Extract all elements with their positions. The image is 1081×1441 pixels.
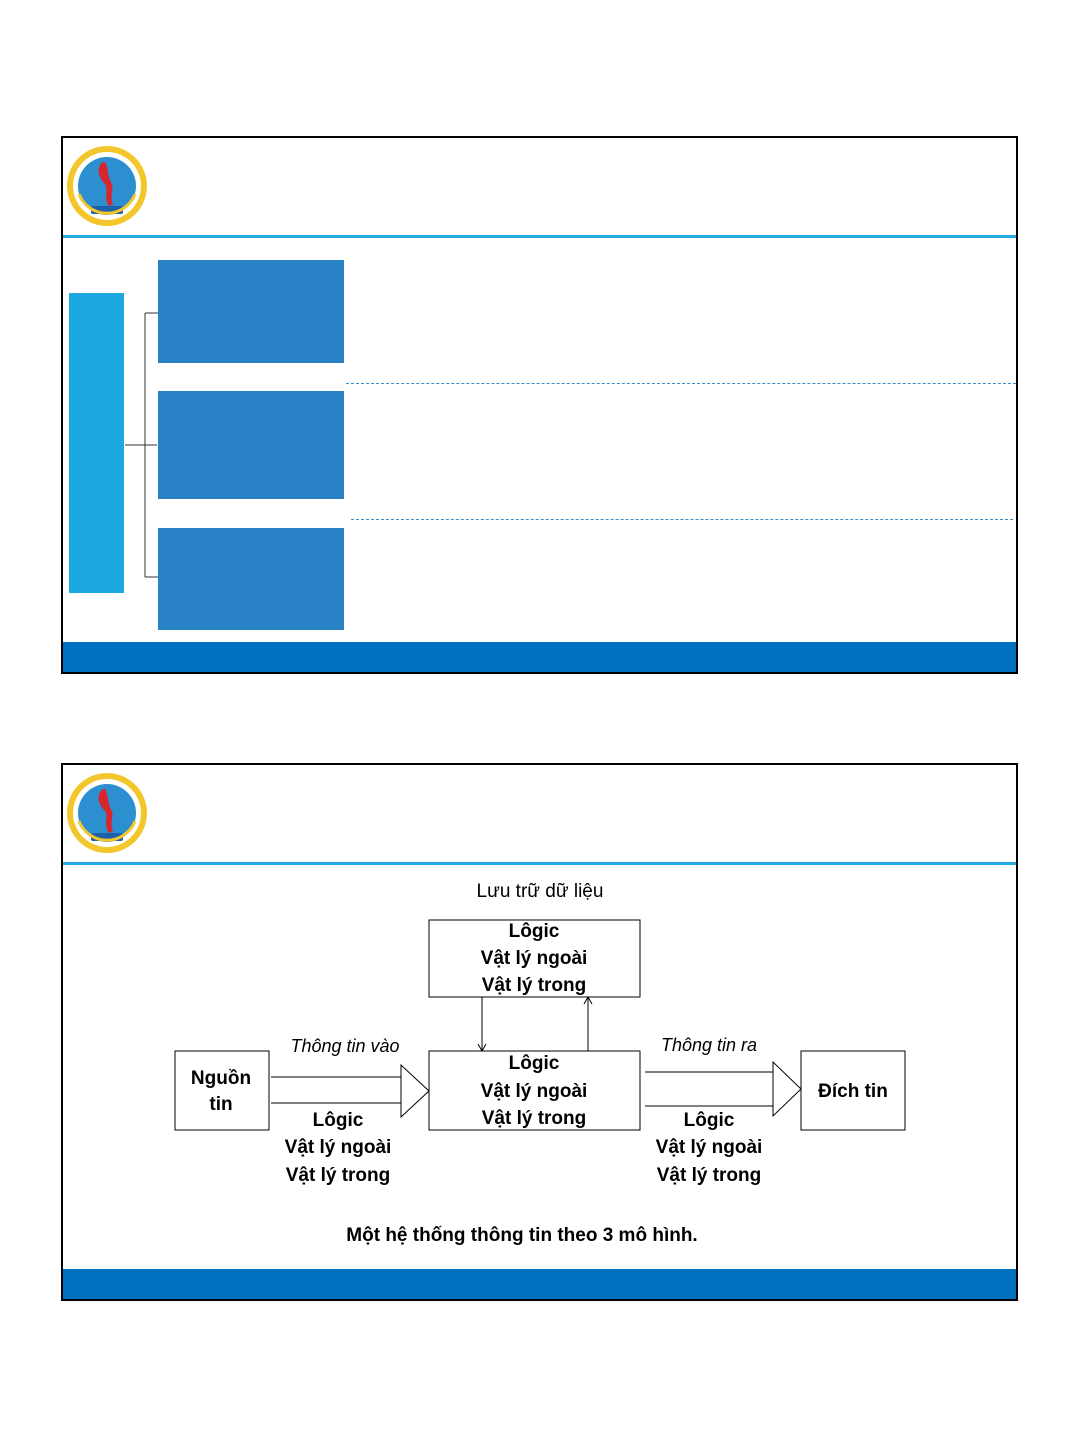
storage-label: Lưu trữ dữ liệu <box>476 881 604 902</box>
content-box-1 <box>158 260 344 363</box>
side-bar-block <box>69 293 124 593</box>
slide-1 <box>61 136 1018 674</box>
source-label-line2: tin <box>209 1094 233 1115</box>
output-flow-arrowhead <box>773 1062 801 1116</box>
source-box <box>175 1051 269 1130</box>
tree-bracket <box>123 308 163 578</box>
storage-model-logic: Lôgic <box>508 921 560 942</box>
input-model-logic: Lôgic <box>312 1110 364 1131</box>
source-label-line1: Nguồn <box>190 1068 252 1089</box>
content-box-3 <box>158 528 344 630</box>
output-model-logic: Lôgic <box>683 1110 735 1131</box>
center-model-external: Vật lý ngoài <box>480 1081 588 1102</box>
input-model-internal: Vật lý trong <box>285 1165 391 1186</box>
storage-model-internal: Vật lý trong <box>481 975 587 996</box>
header-divider <box>63 235 1016 238</box>
university-logo-icon <box>65 144 149 228</box>
footer-bar <box>63 642 1016 672</box>
slide-2 <box>61 763 1018 1301</box>
diagram-caption: Một hệ thống thông tin theo 3 mô hình. <box>346 1225 698 1246</box>
information-system-diagram <box>63 865 1018 1275</box>
university-logo-icon <box>65 771 149 855</box>
output-flow-label: Thông tin ra <box>660 1035 758 1055</box>
storage-model-external: Vật lý ngoài <box>480 948 588 969</box>
input-flow-label: Thông tin vào <box>290 1036 400 1056</box>
content-box-2 <box>158 391 344 499</box>
input-model-external: Vật lý ngoài <box>284 1137 392 1158</box>
input-flow-arrowhead <box>401 1065 429 1117</box>
center-model-internal: Vật lý trong <box>481 1108 587 1129</box>
output-model-internal: Vật lý trong <box>656 1165 762 1186</box>
center-model-logic: Lôgic <box>508 1053 560 1074</box>
destination-label: Đích tin <box>818 1081 888 1102</box>
dashed-divider-1 <box>346 383 1016 384</box>
dashed-divider-2 <box>351 519 1013 520</box>
footer-bar <box>63 1269 1016 1299</box>
output-model-external: Vật lý ngoài <box>655 1137 763 1158</box>
